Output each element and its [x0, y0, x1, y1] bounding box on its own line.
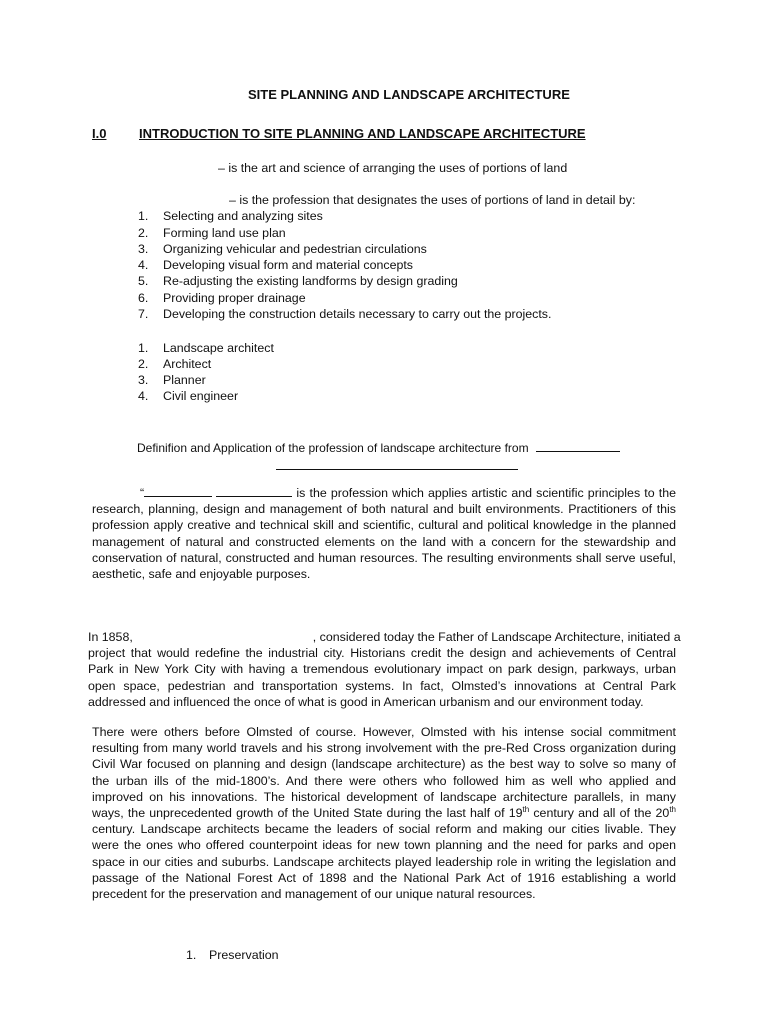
fill-blank-line [276, 455, 518, 470]
para-line: precedent for the preservation and management of our unique natural resources. [92, 887, 536, 902]
para-line: century and all of the 20 [529, 806, 670, 821]
para-line: passage of the National Forest Act of 1898 and the National Park Act of 1916 establishing a world [92, 870, 676, 885]
para-line: space in our cities and suburbs. Landscape architects played leadership role in writing the legislation and [92, 854, 676, 869]
history-paragraph [92, 724, 676, 902]
para-line: resulting from many world travels and his strong involvement with the pre-Red Cross organization during [92, 741, 676, 756]
superscript: th [522, 804, 530, 814]
para-line: Civil War focused on planning and design (landscape architecture) as the best way to solve so many of [92, 757, 676, 772]
quote-paragraph [92, 484, 676, 582]
para-line: ways, the unprecedented growth of the United State during the last half of 19 [92, 806, 523, 821]
para-line: were the ones who offered counterpoint ideas for new town planning and the need for parks and open [92, 838, 676, 853]
section-number: I.0 [92, 126, 107, 141]
quote-line: aesthetic, safe and enjoyable purposes. [92, 567, 311, 582]
fill-blank [536, 439, 620, 452]
para-line: the urban ills of the mid-1800’s. And there were others who followed him as well who applied and [92, 773, 676, 788]
quote-line: is the profession which applies artistic and scientific principles to the [296, 486, 676, 500]
para-line: improved on his innovations. The historical development of landscape architecture parallels, in many [92, 789, 676, 804]
quote-line: profession apply creative and technical skill and scientific, cultural and political knowledge in the planned [92, 518, 676, 533]
para-start: In 1858, [88, 630, 133, 644]
section-heading: INTRODUCTION TO SITE PLANNING AND LANDSCAPE ARCHITECTURE [139, 126, 586, 141]
para-line: addressed and influenced the once of what is good in American urbanism and our environment today. [88, 694, 644, 709]
definition-art-science: – is the art and science of arranging the uses of portions of land [218, 161, 568, 175]
quote-line: research, planning, design and management of both natural and built environments. Practitioners of this [92, 502, 676, 517]
quote-line: management of natural and constructed elements on the land with a concern for the stewardship and [92, 534, 676, 549]
definition-application-line [137, 439, 620, 455]
para-line: , considered today the Father of Landscape Architecture, initiated a [312, 630, 681, 644]
definition-application-text: Definifion and Application of the profession of landscape architecture from [137, 441, 529, 455]
superscript: th [669, 804, 676, 814]
para-line: There were others before Olmsted of course. However, Olmsted with his intense social commitment [92, 725, 676, 739]
para-line: open space, pedestrian and transportation systems. In fact, Olmsted’s innovations at Central Park [88, 678, 676, 693]
para-line: century. Landscape architects became the leaders of social reform and making our cities livable. They [92, 822, 676, 837]
definition-profession: – is the profession that designates the uses of portions of land in detail by: [229, 193, 636, 207]
para-line: project that would redefine the industrial city. Historians credit the design and achievements of Central [88, 646, 676, 661]
para-line: Park in New York City with having a tremendous evolutionary impact on park design, parkways, urban [88, 662, 676, 677]
fill-blank [216, 484, 292, 497]
open-quote: “ [140, 486, 145, 500]
fill-blank [144, 484, 212, 497]
document-title: SITE PLANNING AND LANDSCAPE ARCHITECTURE [248, 87, 570, 102]
olmsted-paragraph [88, 629, 681, 710]
quote-line: conservation of natural, constructed and human resources. The resulting environments shall serve useful, [92, 550, 676, 565]
